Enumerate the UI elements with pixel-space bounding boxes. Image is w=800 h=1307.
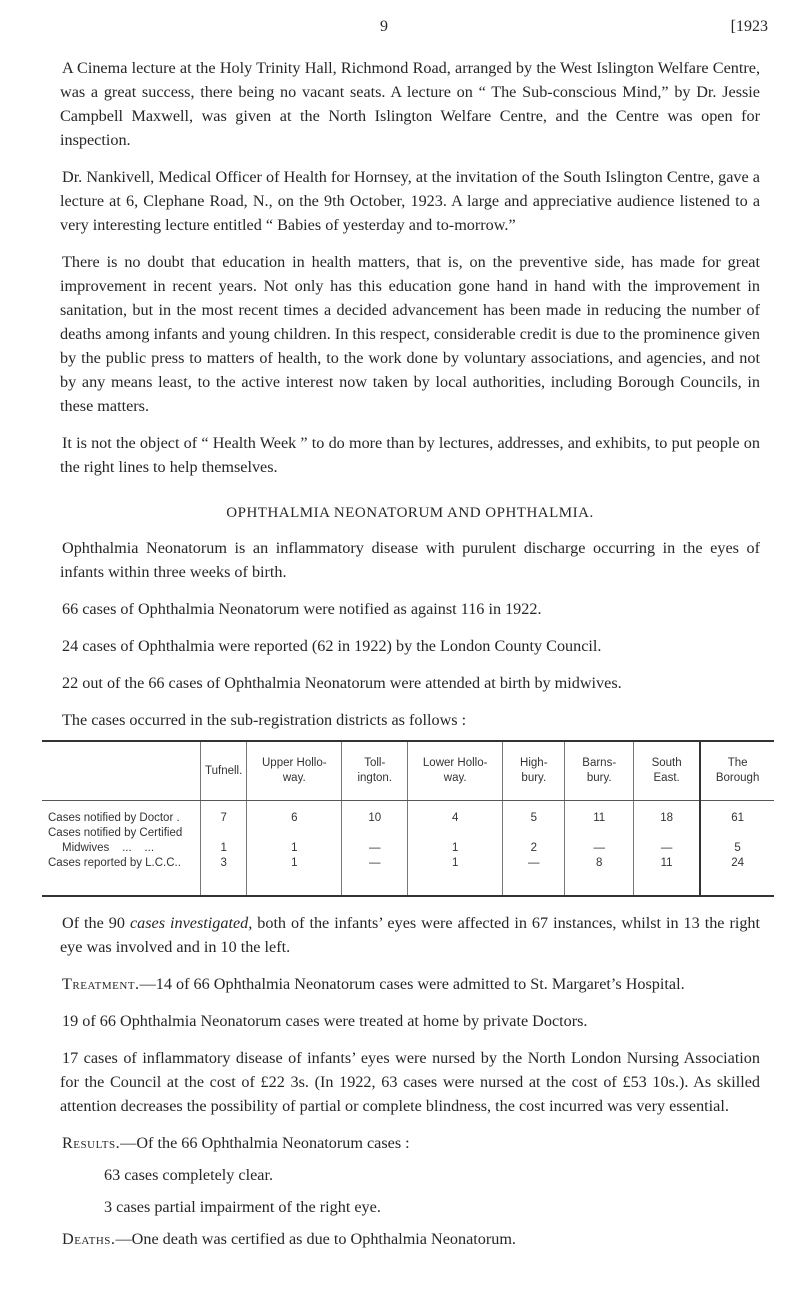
investigated-text-b: both of the infants’ eyes were affected in 67 instances, whilst in 13 the right eye was involved and in 10 the left. [60,914,761,956]
table-row [42,801,774,827]
row-label: Cases notified by Certified [48,827,183,839]
table-cell: 7 [201,801,247,827]
paragraph-definition: Ophthalmia Neonatorum is an inflammatory disease with purulent discharge occurring in the eyes of infants within three weeks of birth. [60,539,760,581]
table-cell: 5 [503,801,565,827]
table-cell: 1 [247,856,342,896]
column-header: Toll- ington. [342,741,408,801]
row-label-continued [42,841,201,856]
table-cell: — [634,841,701,856]
paragraph-treatment [60,972,760,996]
column-header: South East. [634,741,701,801]
page-year: [1923 [730,18,768,35]
table-cell: 1 [408,841,503,856]
page-header [0,18,800,44]
treatment-text: —14 of 66 Ophthalmia Neonatorum cases were admitted to St. Margaret’s Hospital. [139,975,685,993]
deaths-text: —One death was certified as due to Ophthalmia Neonatorum. [115,1230,516,1248]
table-cell: 11 [634,856,701,896]
table-cell: — [342,856,408,896]
page-number: 9 [380,18,388,35]
paragraph-deaths [60,1227,760,1251]
column-header: Lower Hollo- way. [408,741,503,801]
deaths-label: Deaths. [62,1230,116,1248]
paragraph-cinema-lecture: A Cinema lecture at the Holy Trinity Hall, Richmond Road, arranged by the West Islington Welfare Centre, was a great success, there being no vacant seats. A lecture on “ The Sub-conscious Mind,” by Dr. Jessie Campbell Maxwell, was given at the North Islington Welfare Centre, and the Centre was open for inspection. [60,59,760,149]
table-cell: — [503,856,565,896]
paragraph-cases-investigated [60,911,760,959]
paragraph-results [60,1131,760,1155]
column-header: Barns- bury. [565,741,634,801]
table-cell: — [565,841,634,856]
table-cell: 8 [565,856,634,896]
table-cell: — [342,841,408,856]
table-cell: 4 [408,801,503,827]
paragraph-home-treatment: 19 of 66 Ophthalmia Neonatorum cases were treated at home by private Doctors. [62,1012,588,1030]
paragraph-health-education: There is no doubt that education in health matters, that is, on the preventive side, has made for great improvement in recent years. Not only has this education gone hand in hand with the improvement in sanitation, but in the most recent times a decided advancement has been made in reducing the number of deaths among infants and young children. In this respect, considerable credit is due to the prominence given by the public press to matters of health, to the work done by voluntary associations, and agencies, and not by any means least, to the active interest now taken by local authorities, including Borough Councils, in these matters. [60,253,760,415]
section-heading: OPHTHALMIA NEONATORUM AND OPHTHALMIA. [226,505,594,521]
paragraph-cases-reported: 24 cases of Ophthalmia were reported (62 in 1922) by the London County Council. [62,637,602,655]
table-cell: 11 [565,801,634,827]
table-cell: 1 [201,841,247,856]
page-body [48,56,761,1264]
row-label: Cases reported by L.C.C.. [48,857,181,869]
treatment-label: Treatment. [62,975,140,993]
table-cell: 3 [201,856,247,896]
result-item: 3 cases partial impairment of the right eye. [104,1198,381,1216]
investigated-text-a: Of the 90 [62,914,130,932]
result-item: 63 cases completely clear. [104,1166,273,1184]
results-text: —Of the 66 Ophthalmia Neonatorum cases : [120,1134,410,1152]
table-row [42,826,774,841]
results-label: Results. [62,1134,121,1152]
table-row [42,841,774,856]
table-header-row [42,741,774,801]
paragraph-cases-notified: 66 cases of Ophthalmia Neonatorum were notified as against 116 in 1922. [62,600,542,618]
table-cell: 2 [503,841,565,856]
table-row [42,856,774,896]
table-cell: 5 [700,841,774,856]
paragraph-table-intro: The cases occurred in the sub-registration districts as follows : [62,711,467,729]
districts-table [42,740,774,897]
paragraph-health-week: It is not the object of “ Health Week ” to do more than by lectures, addresses, and exhibits, to put people on the right lines to help themselves. [60,434,760,476]
column-header: Upper Hollo- way. [247,741,342,801]
column-header: The Borough [700,741,774,801]
column-header: High- bury. [503,741,565,801]
table-cell: 1 [408,856,503,896]
table-cell: 1 [247,841,342,856]
row-label: Cases notified by Doctor . [48,812,180,824]
table-cell: 10 [342,801,408,827]
table-cell: 18 [634,801,701,827]
table-cell: 61 [700,801,774,827]
table-header-blank [42,741,201,801]
column-header: Tufnell. [201,741,247,801]
row-label-text: Midwives ... ... [62,842,155,854]
table-cell: 24 [700,856,774,896]
table-cell: 6 [247,801,342,827]
paragraph-midwives: 22 out of the 66 cases of Ophthalmia Neonatorum were attended at birth by midwives. [62,674,622,692]
paragraph-nursing: 17 cases of inflammatory disease of infants’ eyes were nursed by the North London Nursing Association for the Council at the cost of £22 3s. (In 1922, 63 cases were nursed at the cost of £53 10s.). As skilled attention decreases the possibility of partial or complete blindness, the cost incurred was very essential. [60,1049,760,1115]
paragraph-nankivell-lecture: Dr. Nankivell, Medical Officer of Health for Hornsey, at the invitation of the South Islington Centre, gave a lecture at 6, Clephane Road, N., on the 9th October, 1923. A large and appreciative audience listened to a very interesting lecture entitled “ Babies of yesterday and to-morrow.” [60,168,760,234]
investigated-emphasis: cases investigated, [129,914,253,932]
